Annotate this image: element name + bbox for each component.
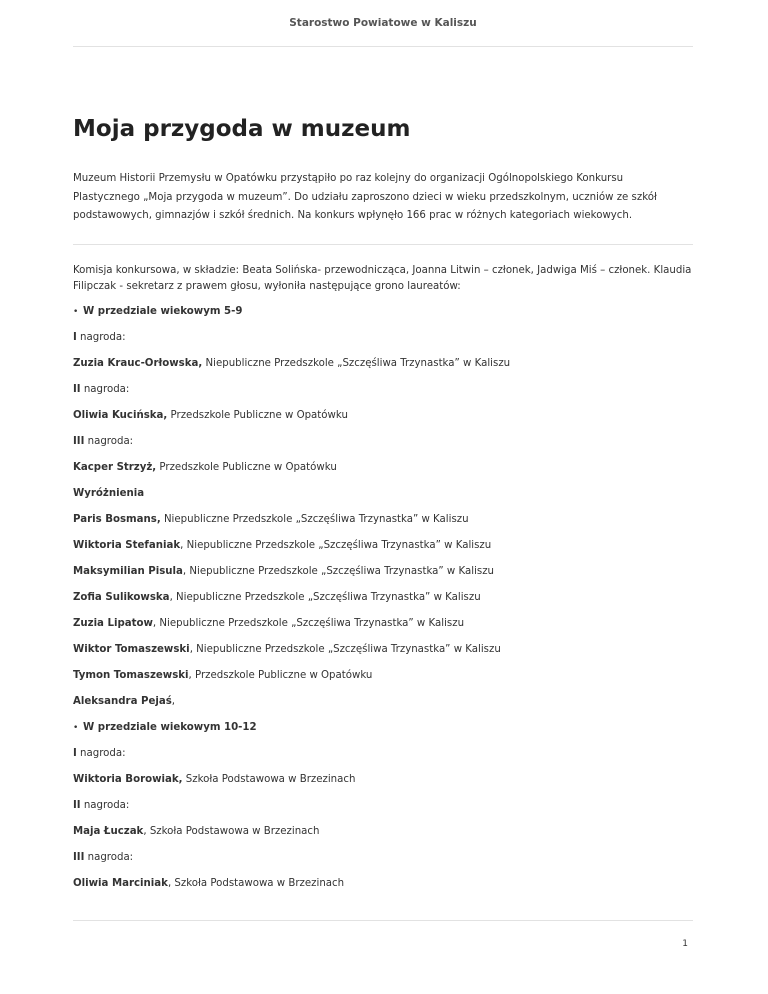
page-number: 1 (682, 939, 688, 949)
winner-line: Zuzia Krauc-Orłowska, Niepubliczne Przedszkole „Szczęśliwa Trzynastka” w Kaliszu (73, 358, 511, 369)
page-title: Moja przygoda w muzeum (73, 116, 411, 142)
winner-line: Kacper Strzyż, Przedszkole Publiczne w Opatówku (73, 462, 337, 473)
prize-label: III nagroda: (73, 436, 134, 447)
prize-label: III nagroda: (73, 852, 134, 863)
site-title: Starostwo Powiatowe w Kaliszu (289, 17, 477, 29)
site-header (73, 0, 693, 47)
distinction-line: Aleksandra Pejaś, (73, 696, 176, 707)
distinction-line: Paris Bosmans, Niepubliczne Przedszkole „Szczęśliwa Trzynastka” w Kaliszu (73, 514, 469, 525)
distinction-line: Zuzia Lipatow, Niepubliczne Przedszkole „Szczęśliwa Trzynastka” w Kaliszu (73, 618, 465, 629)
age-group-heading: • W przedziale wiekowym 5-9 (73, 304, 713, 320)
committee-paragraph: Komisja konkursowa, w składzie: Beata Solińska- przewodnicząca, Joanna Litwin – członek, Jadwiga Miś – członek. Klaudia Filipczak - sekretarz z prawem głosu, wyłoniła następujące grono laureatów: (73, 265, 692, 292)
prize-label: II nagroda: (73, 384, 130, 395)
distinctions-label: Wyróżnienia (73, 488, 145, 499)
distinction-line: Tymon Tomaszewski, Przedszkole Publiczne w Opatówku (73, 670, 373, 681)
distinction-line: Wiktoria Stefaniak, Niepubliczne Przedszkole „Szczęśliwa Trzynastka” w Kaliszu (73, 540, 492, 551)
divider (73, 244, 693, 245)
winner-line: Oliwia Kucińska, Przedszkole Publiczne w Opatówku (73, 410, 348, 421)
bullet-icon: • (73, 307, 79, 317)
intro-paragraph: Muzeum Historii Przemysłu w Opatówku przystąpiło po raz kolejny do organizacji Ogólnopolskiego Konkursu Plastycznego „Moja przygoda w muzeum”. Do udziału zaproszono dzieci w wieku przedszkolnym, uczniów ze szkół podstawowych, gimnazjów i szkół średnich. Na konkurs wpłynęło 166 prac w różnych kategoriach wiekowych. (73, 173, 657, 221)
prize-label: I nagroda: (73, 332, 126, 343)
prize-label: I nagroda: (73, 748, 126, 759)
winner-line: Wiktoria Borowiak, Szkoła Podstawowa w Brzezinach (73, 774, 356, 785)
distinction-line: Zofia Sulikowska, Niepubliczne Przedszkole „Szczęśliwa Trzynastka” w Kaliszu (73, 592, 481, 603)
footer-divider (73, 920, 693, 921)
bullet-icon: • (73, 723, 79, 733)
winner-line: Maja Łuczak, Szkoła Podstawowa w Brzezinach (73, 826, 320, 837)
distinction-line: Maksymilian Pisula, Niepubliczne Przedszkole „Szczęśliwa Trzynastka” w Kaliszu (73, 566, 495, 577)
age-group-heading: • W przedziale wiekowym 10-12 (73, 720, 713, 736)
distinction-line: Wiktor Tomaszewski, Niepubliczne Przedszkole „Szczęśliwa Trzynastka” w Kaliszu (73, 644, 501, 655)
winner-line: Oliwia Marciniak, Szkoła Podstawowa w Brzezinach (73, 878, 345, 889)
prize-label: II nagroda: (73, 800, 130, 811)
